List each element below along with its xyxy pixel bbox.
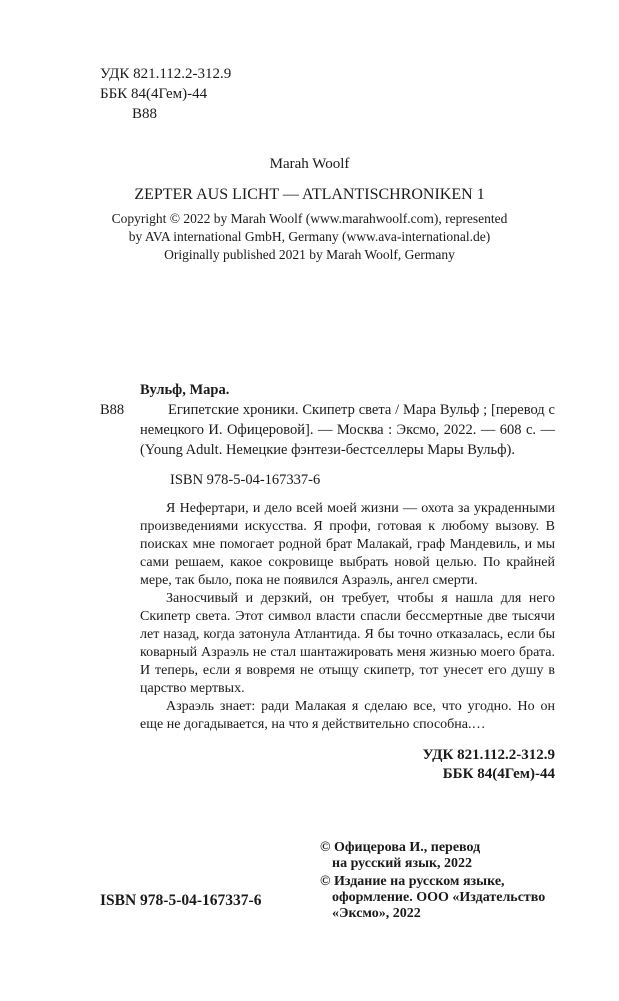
catalog-isbn: ISBN 978-5-04-167337-6 bbox=[170, 472, 321, 488]
udk-code: УДК 821.112.2-312.9 bbox=[100, 66, 232, 82]
annotation-paragraph: Азраэль знает: ради Малакая я сделаю все, что угодно. Но он еще не догадывается, на что я действительно способна.… bbox=[140, 699, 555, 732]
copyright-line-1: Copyright © 2022 by Marah Woolf (www.marahwoolf.com), represented bbox=[111, 211, 508, 226]
annotation-paragraph: Заносчивый и дерзкий, он требует, чтобы я нашла для него Скипетр света. Этот символ власти спасли бессмертные две тысячи лет назад, когда затонула Атлантида. Я бы точно отказалась, если бы коварный Азраэль не стал шантажировать меня жизнью моего брата. И теперь, если я вовремя не отыщу скипетр, тот унесет его душу в царство мертвых. bbox=[140, 591, 555, 696]
copyright-entry-line: © Офицерова И., перевод bbox=[320, 840, 481, 855]
russian-copyright-block bbox=[320, 840, 619, 922]
catalog-author-heading: Вульф, Мара. bbox=[140, 382, 230, 398]
udk-code-bottom: УДК 821.112.2-312.9 bbox=[422, 747, 555, 763]
catalog-cutter-code: В88 bbox=[100, 402, 125, 418]
original-title: ZEPTER AUS LICHT — ATLANTISCHRONIKEN 1 bbox=[134, 186, 485, 203]
top-bibliographic-codes bbox=[100, 64, 619, 124]
bottom-bibliographic-codes bbox=[0, 746, 555, 784]
author-cutter-code: В88 bbox=[132, 106, 158, 122]
bottom-isbn: ISBN 978-5-04-167337-6 bbox=[100, 892, 262, 909]
copyright-line-2: by AVA international GmbH, Germany (www.ava-international.de) bbox=[128, 229, 491, 244]
copyright-entry-translation bbox=[320, 840, 619, 872]
copyright-entry-line: © Издание на русском языке, bbox=[320, 874, 505, 889]
copyright-entry-line: оформление. ООО «Издательство bbox=[332, 890, 546, 905]
original-copyright bbox=[0, 210, 619, 264]
catalog-entry-text: Египетские хроники. Скипетр света / Мара Вульф ; [перевод с немецкого И. Офицеровой]. — Москва : Эксмо, 2022. — 608 с. — (Young Adult. Немецкие фэнтези-бестселлеры Мары Вульф). bbox=[140, 402, 555, 458]
catalog-entry bbox=[100, 400, 555, 460]
annotation-paragraph: Я Нефертари, и дело всей моей жизни — охота за украденными произведениями искусства. Я профи, готовая к любому вызову. В поисках мне помогает родной брат Малакай, граф Мандевиль, и мы сами решаем, какое сокровище выбрать новой целью. По крайней мере, так было, пока не появился Азраэль, ангел смерти. bbox=[140, 501, 555, 588]
annotation bbox=[140, 500, 555, 734]
bbk-code: ББК 84(4Гем)-44 bbox=[100, 86, 208, 102]
catalog-card bbox=[100, 380, 555, 490]
copyright-entry-line: «Эксмо», 2022 bbox=[332, 906, 421, 921]
original-author: Marah Woolf bbox=[269, 156, 350, 172]
final-section bbox=[0, 840, 619, 960]
original-edition-block bbox=[0, 154, 619, 264]
copyright-entry-edition bbox=[320, 874, 619, 922]
copyright-entry-line: на русский язык, 2022 bbox=[332, 856, 473, 871]
bbk-code-bottom: ББК 84(4Гем)-44 bbox=[442, 766, 555, 782]
copyright-line-3: Originally published 2021 by Marah Woolf, Germany bbox=[164, 247, 455, 262]
